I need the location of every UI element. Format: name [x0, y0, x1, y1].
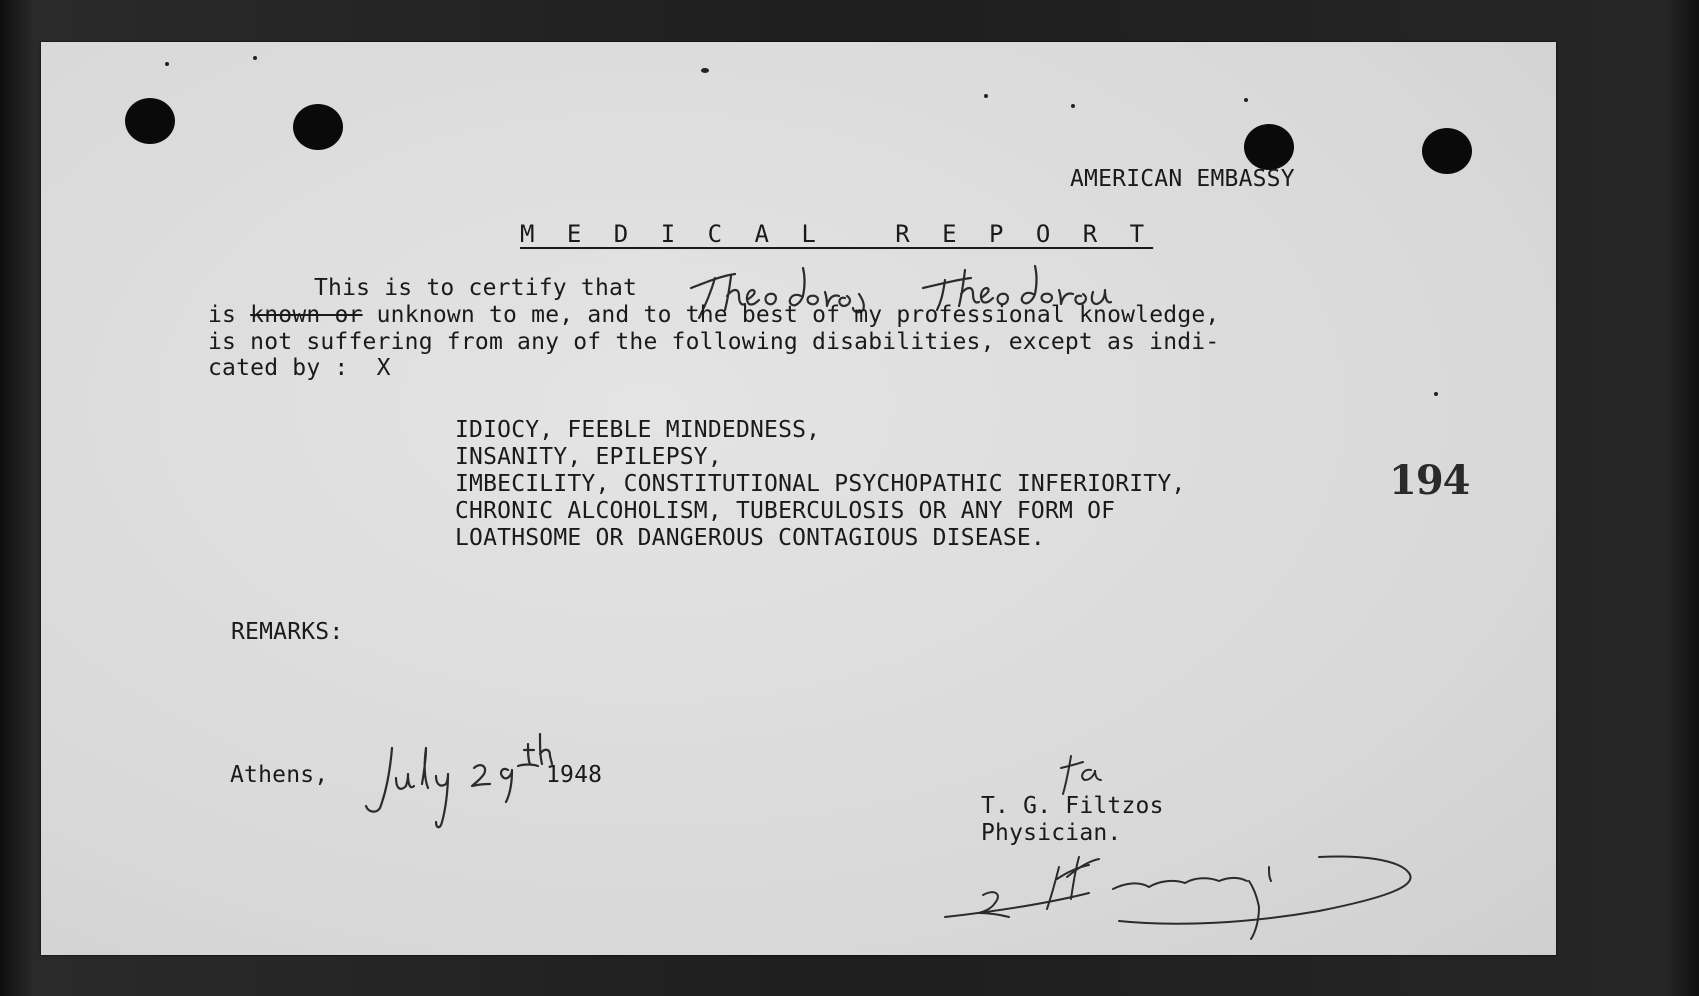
certify-line-2	[208, 302, 1219, 328]
punch-hole	[293, 104, 343, 150]
embassy-header: AMERICAN EMBASSY	[1070, 166, 1295, 192]
signatory-name: T. G. Filtzos	[981, 793, 1164, 819]
punch-hole	[1244, 124, 1294, 170]
certify-line-1: This is to certify that	[314, 275, 638, 301]
handwritten-date	[356, 722, 576, 842]
disability-line: LOATHSOME OR DANGEROUS CONTAGIOUS DISEASE.	[455, 525, 1045, 551]
dust-speck	[1244, 98, 1248, 102]
disability-line: INSANITY, EPILEPSY,	[455, 444, 722, 470]
struck-text: known or	[250, 302, 363, 328]
year: 1948	[546, 762, 603, 788]
dust-speck	[701, 68, 709, 73]
dust-speck	[1434, 392, 1438, 396]
disability-line: IMBECILITY, CONSTITUTIONAL PSYCHOPATHIC INFERIORITY,	[455, 471, 1186, 497]
dust-speck	[1071, 104, 1075, 108]
punch-hole	[125, 98, 175, 144]
medical-report-card	[41, 42, 1556, 955]
dust-speck	[984, 94, 988, 98]
is-word: is	[208, 302, 237, 328]
stamp-number: 194	[1389, 457, 1470, 504]
certify-line-3: is not suffering from any of the following disabilities, except as indi-	[208, 329, 1220, 355]
punch-hole	[1422, 128, 1472, 174]
certify-line-4: cated by : X	[208, 355, 391, 381]
signature	[939, 837, 1459, 947]
place-label: Athens,	[230, 762, 329, 788]
certify-line-2-rest: unknown to me, and to the best of my professional knowledge,	[376, 302, 1220, 328]
remarks-label: REMARKS:	[231, 619, 344, 645]
signatory-title: Physician.	[981, 820, 1122, 846]
disability-line: IDIOCY, FEEBLE MINDEDNESS,	[455, 417, 821, 443]
handwritten-initials	[1051, 750, 1111, 796]
dust-speck	[165, 62, 169, 66]
disability-line: CHRONIC ALCOHOLISM, TUBERCULOSIS OR ANY FORM OF	[455, 498, 1116, 524]
page-title: M E D I C A L R E P O R T	[520, 220, 1154, 248]
dust-speck	[253, 56, 257, 60]
